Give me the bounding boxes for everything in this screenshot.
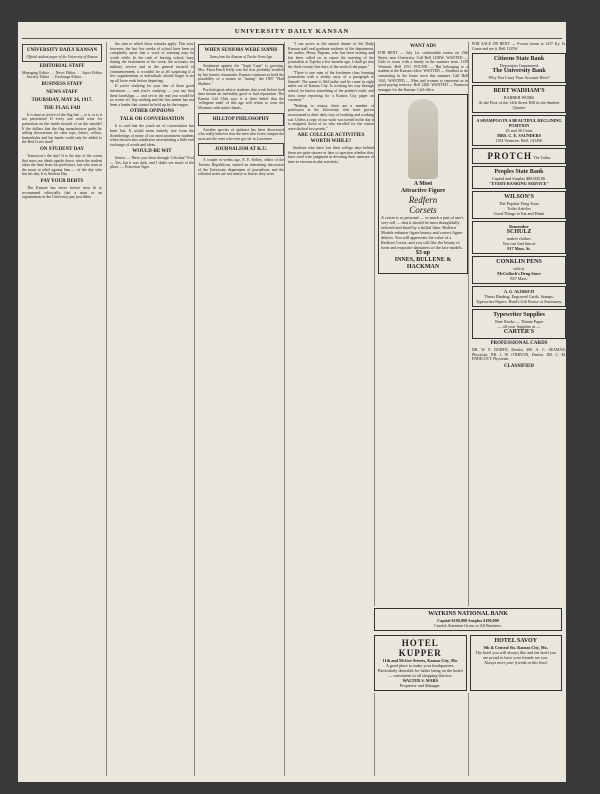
article-body: the cans to which these remarks apply. This year, however, the last few weeks of school have been so completely upset that a word of warning may be worth while. In the rush of leaving school, busy during the excitement of the week, the accounts for military service and in the general turmoil of commencement, it wouldn't be at all surprising if a few organizations or individuals should forget to tie up all loose ends before departing. <box>110 42 194 83</box>
other-opinions-heading: OTHER OPINIONS <box>129 109 175 115</box>
professional-cards-list: DR. W. F. DODEN, Dentist. DR. A. C. SEAMAN, Physician. DR. J. W. O'BRYON, Dentist. DR. C. M. ENDICOTT, Physician. <box>472 348 566 362</box>
ad-line: Thesis Binding, Engraved Cards, Stamps, Typewriter Papers. Hurd's Gilt Rouse of Stationery. <box>475 294 563 305</box>
ad-title: Typewriter Supplies <box>493 312 545 319</box>
ad-line: Note Books — Theme Paper <box>494 319 544 325</box>
ad-title: Peoples State Bank <box>494 169 544 176</box>
hilltop-box <box>198 113 284 126</box>
column-4 <box>284 42 374 776</box>
seniors-sophs-box <box>198 44 284 62</box>
ad-line: Depositors Guaranteed <box>499 63 539 69</box>
drug-store-ad <box>472 191 566 219</box>
ad-line: CARTER'S <box>503 329 535 336</box>
ad-line: The Popular Drug Store <box>498 201 540 207</box>
seniors-sophs-heading: WHEN SENIORS WERE SOPHS <box>204 48 278 53</box>
editorial-heading-flag: THE FLAG FAD <box>43 105 81 111</box>
ad-title: A. G. ALDRICH <box>503 289 534 295</box>
ad-title: SCHULZ <box>506 229 532 236</box>
shampoo-ad <box>472 115 566 146</box>
barber-ad <box>472 85 566 113</box>
ad-line: Capital $100,000 Surplus $100,000 <box>437 618 499 623</box>
masthead: UNIVERSITY DAILY KANSAN <box>234 28 350 35</box>
article-body: "Nothing to reason, there are a number of professors at the University who have grown accustomed to their daily way of teaching and working out. Unless a copy of our work was turned in the day it is assigned, those of us who enrolled for the course were docked two points." <box>288 103 374 131</box>
ad-title: HOTEL <box>401 638 439 648</box>
flag-box <box>22 44 102 62</box>
article-body: If you're studying for your fear of those good intentions — and you're studying — you say that these hardships — and yet in the end you would be no worse off. Say nothing and the first matter has not been a leader that cannot be held up by the tongue. <box>110 84 194 107</box>
article-body: Another species of optimist has been discovered who really believes that the men who leave campus the most are the ones who ever got far in Lawrence. <box>198 127 284 141</box>
ad-line: 917 Mass. St. <box>507 246 531 252</box>
talk-conversation-heading: TALK OR CONVERSATION <box>119 117 185 123</box>
ad-line: You can find him at <box>502 241 536 247</box>
ad-line: Proprietor and Manager. <box>399 683 441 688</box>
ad-line: The hotel you will always like and the hotel you are proud to have your friends see you. <box>475 650 557 660</box>
hilltop-philosophy-heading: HILLTOP PHILOSOPHY <box>212 116 270 122</box>
would-be-wit-heading: WOULD-BE WIT <box>132 149 172 155</box>
ad-title: PROTCH <box>487 151 533 162</box>
ad-line: Careful Attention Given to All Business. <box>434 623 502 628</box>
ad-headline: Attractive Figure <box>400 188 446 195</box>
article-body: "There is one man of the freshmen class learning journalism with a steady carry of a paragraph to himself. The name is McCarthy and he came in eight miles out of Kansas City. Is working his way through school, he knows something of the printer's trade, and does some reporting for a Kansas City paper on vacation." <box>288 70 374 103</box>
bottom-ads <box>374 606 562 693</box>
ad-line: "EVERY BANKING SERVICE" <box>489 181 549 187</box>
ad-body: A corset is so personal — so much a part of one's very self — that it should be most thoughtfully selected and fitted by a skilful fitter. Redfern Models enhance figure beauty and correct figure defects. You will appreciate the value of a Redfern Corset, and you will like the beauty of form and exquisite daintiness of the lace models. <box>381 215 464 251</box>
schulz-ad <box>472 221 566 254</box>
article-body: Students who have lost their college days behind them are quite sincere or later to question whether they have used wise judgment in devoting their measure of time to extracurricular activities. <box>288 146 374 165</box>
ad-line: 25 and 36 Cents <box>505 128 533 134</box>
ad-line: 1104 Vermont. Bell, 1414W. <box>495 138 543 144</box>
issue-date: THURSDAY, MAY 24, 1917. <box>31 97 93 103</box>
ad-line: — all your Supplies at — <box>497 324 541 330</box>
ad-line: The Tailor <box>533 155 551 161</box>
ad-title: Citizens State Bank <box>493 56 545 63</box>
paper-title: UNIVERSITY DAILY KANSAN <box>26 48 98 53</box>
ad-line: 11th and McGee Streets, Kansas City, Mo. <box>382 658 458 663</box>
ad-line: BARBER WORK <box>503 95 535 101</box>
college-activities-heading: ARE COLLEGE ACTIVITIES WORTH WHILE? <box>297 133 365 145</box>
ad-price: $3 up <box>415 250 431 257</box>
editorial-body-student-day: Tomorrow's the day! It is the day of the warm that turns our ideals upside down, when the student takes the lime from his professors, but who rises at the noon to rebel against him — of the day who has his day. It is Student Day. <box>22 153 102 177</box>
ad-line: 847 Mass. <box>510 276 528 282</box>
peoples-bank-ad <box>472 166 566 189</box>
classified-ad: FOR SALE OR RENT — 9-room house at 1417 Ky. St. Come and see it. Bell 1125W. <box>472 42 566 51</box>
ad-line: Always meet your friends at this hotel <box>484 660 548 665</box>
ad-line: Why Not Carry Your Account Here? <box>488 75 550 81</box>
article-body: Senior — Have you been through Calculus? Prof — Yes, but it was dark, and I didn't see much of the place. — Princeton Tiger. <box>110 156 194 170</box>
ad-title: KUPPER <box>398 648 442 658</box>
ad-line: makes clothes <box>507 236 531 242</box>
editorial-body-flag: It is time to revive of the flag fad — is it, or is it not patriotism? If every one could wear for patriotism on the inside instead of on the outside! If the dollars that the flag manufacturer grabs by selling decorations for shoe tops, letters, collars, buttonholes and hat bands could only be added to the Red Cross fund! <box>22 112 102 145</box>
classified-heading: CLASSIFIED <box>503 363 534 369</box>
column-1 <box>22 42 102 776</box>
article-body: "I can prove at the annual dinner of the Daily Kansan staff and graduate students of the department, the author, Henry Pegram, who has been visiting and has been called on to report the meeting of the journalists at Topeka a few months ago, I shall go into the thick twenty-five days of the work of the paper." <box>288 42 374 69</box>
ad-line: The University Bank <box>492 68 546 75</box>
editorial-body-debts: The Kansan has never before seen fit to recommend editorially that a man or an organization in the University pay just debts. <box>22 185 102 200</box>
ad-line: MRS. C. E. SAUNDERS <box>497 133 541 139</box>
ad-line: A good place to make your headquarters. Particularly desirable for ladies being on the board — convenient to all shopping districts. <box>377 663 463 678</box>
ad-line: Toilet Articles <box>507 206 531 212</box>
editorial-staff-list: Managing Editor … News Editor … Sport Editor … Society Editor … Exchange Editor … <box>22 70 102 80</box>
article-body: Psychologists advise students that work before bed time means an inevitably good or bad reputation. The Kansas Girl Club says it is their belief that the 'collegiate male' of this age will refuse to wear the bloomers with mini's hands. <box>198 87 284 110</box>
column-2 <box>106 42 194 776</box>
newspaper-page <box>18 22 566 782</box>
ad-headline: A Most <box>413 181 433 188</box>
hotel-savoy-ad <box>470 635 563 691</box>
watkins-bank-ad <box>374 608 562 631</box>
professional-cards-heading: PROFESSIONAL CARDS <box>490 341 548 347</box>
seniors-sophs-subhead: Items from the Kansan of Twelve Years Ago <box>209 55 273 59</box>
ad-title: WATKINS NATIONAL BANK <box>428 611 508 617</box>
ad-line: WALTER S. MARS <box>402 678 439 683</box>
editorial-heading-student-day: ON STUDENT DAY <box>40 146 84 152</box>
journalism-box <box>198 143 284 156</box>
brand-logo-text: Corsets <box>409 205 437 216</box>
ad-line: McCulloch's Drug Store <box>497 271 541 277</box>
ad-line: sold at <box>513 266 525 272</box>
ad-store: INNES, BULLENE & HACKMAN <box>394 257 452 271</box>
masthead-rule <box>22 38 562 39</box>
editorial-heading-debts: PAY YOUR DEBTS <box>40 178 84 184</box>
pens-ad <box>472 256 566 284</box>
typewriter-ad <box>472 309 566 339</box>
article-body: Sentiment against the "Soph Cape" is growing. Mrs. Flora Finch Kelly was the first probably recalled by her former classmates. Kansas continues to hold the possibility of a seance in "tuning" the 1907 "Hail Shakers." <box>198 63 284 86</box>
aldrich-ad <box>472 286 566 307</box>
ad-line: 9th & Central Sts. Kansas City, Mo. <box>483 645 548 650</box>
business-staff-heading: BUSINESS STAFF <box>41 81 83 87</box>
ad-title: A SHAMPOO IN A BEAUTIFUL RECLINING POSITION <box>476 118 562 129</box>
journalism-heading: JOURNALISM AT K.U. <box>214 147 268 153</box>
hotel-kupper-ad <box>374 635 467 691</box>
tailor-ad <box>472 148 566 164</box>
ad-title: BERT WADHAM'S <box>493 88 545 95</box>
corset-advertisement <box>378 94 468 274</box>
woman-figure-illustration <box>408 99 438 179</box>
ad-line: At the Foot of the 14th Street Hill in the Student Quarter <box>478 100 560 111</box>
column-3 <box>194 42 284 776</box>
paper-subtitle: Official student paper of the University of Kansas <box>26 55 98 59</box>
article-body: A couple of weeks ago, E. E. Kelley, editor of the Toronto Republican, started an interesting discussion of the University department of journalism, and the editorial notes are not nearly so bad as they were. <box>198 158 284 177</box>
brand-logo-text: Redfern <box>408 195 438 206</box>
ad-title: HOTEL SAVOY <box>494 638 538 644</box>
citizens-bank-ad <box>472 53 566 83</box>
ad-title: WILSON'S <box>504 194 534 201</box>
ad-line: Remember <box>509 224 529 230</box>
editorial-staff-heading: EDITORIAL STAFF <box>39 63 85 69</box>
ad-line: Good Things to Eat and Drink <box>493 211 545 217</box>
article-body: It is said that the youth art of conversation has been lost. It would seem entirely true from the flounderings of many of our most prominent students when thrown into conditions necessitating a little real exchange of words and ideas. <box>110 124 194 147</box>
want-ads-list: FOR RENT — July 1st, comfortable rooms on 13th Street, near University. Call Bell 1238W. WANTED — Girls to room with a family in the summer term. 1139 Vermont. Bell 1551. FOUND — Hat belonging to a student at the Kansan office. WANTED — Students to do canvassing in the home town this summer. Call Bell 1041. WANTED — Men and women to represent us in good paying territory. Bell 1200. WANTED — Business manager for the Kansan. Call office. <box>378 51 468 92</box>
ad-title: CONKLIN PENS <box>496 259 542 266</box>
ad-line: Capital and Surplus $80,000.00. <box>492 176 546 182</box>
news-staff-heading: NEWS STAFF <box>46 89 78 95</box>
want-ads-heading: WANT ADS <box>410 44 436 49</box>
